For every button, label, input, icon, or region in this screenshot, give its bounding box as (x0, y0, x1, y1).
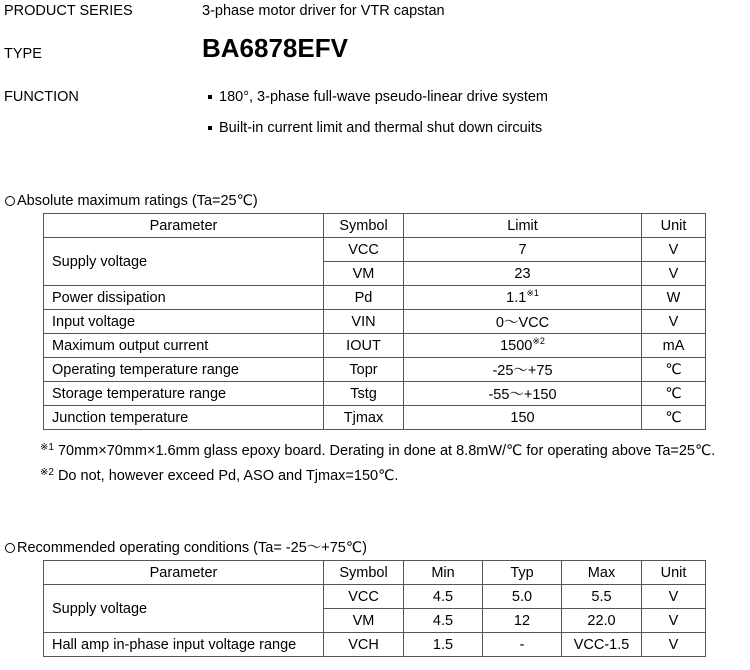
cell-unit: mA (642, 334, 706, 358)
cell-symbol: VCC (324, 238, 404, 262)
col-header-limit: Limit (404, 214, 642, 238)
cell-limit: -25～+75 (404, 358, 642, 382)
cell-symbol: VM (324, 609, 404, 633)
cell-unit: V (642, 310, 706, 334)
footnote-mark: ※2 (532, 335, 545, 346)
col-header-unit: Unit (642, 214, 706, 238)
limit-value: 1.1 (506, 289, 527, 306)
footnote-text: Do not, however exceed Pd, ASO and Tjmax=150℃. (57, 468, 399, 484)
abs-max-title-text: Absolute maximum ratings (Ta=25℃) (17, 193, 258, 209)
product-series-label: PRODUCT SERIES (4, 3, 133, 19)
col-header-symbol: Symbol (324, 214, 404, 238)
footnote (40, 467, 398, 485)
cell-parameter: Junction temperature (44, 406, 324, 430)
function-text: 180°, 3-phase full-wave pseudo-linear drive system (219, 89, 548, 105)
cell-limit (404, 286, 642, 310)
table-row (44, 310, 706, 334)
function-item (208, 88, 548, 106)
cell-unit: ℃ (642, 406, 706, 430)
table-row (44, 633, 706, 657)
cell-min: 1.5 (404, 633, 483, 657)
cell-unit: V (642, 262, 706, 286)
col-header-unit: Unit (642, 561, 706, 585)
function-text: Built-in current limit and thermal shut down circuits (219, 120, 543, 136)
table-row (44, 238, 706, 262)
cell-parameter: Storage temperature range (44, 382, 324, 406)
cell-limit: -55～+150 (404, 382, 642, 406)
footnote-mark: ※2 (40, 467, 54, 478)
cell-parameter: Power dissipation (44, 286, 324, 310)
col-header-min: Min (404, 561, 483, 585)
table-row (44, 382, 706, 406)
cell-typ: - (483, 633, 562, 657)
bullet-icon (208, 126, 212, 130)
limit-value: 1500 (500, 337, 533, 354)
cell-unit: W (642, 286, 706, 310)
col-header-max: Max (562, 561, 642, 585)
cell-limit: 7 (404, 238, 642, 262)
product-series-value: 3-phase motor driver for VTR capstan (202, 3, 445, 19)
footnote-mark: ※1 (40, 442, 54, 453)
cell-limit (404, 334, 642, 358)
table-row (44, 334, 706, 358)
table-row (44, 286, 706, 310)
cell-symbol: VM (324, 262, 404, 286)
rec-op-title-text: Recommended operating conditions (Ta= -25～+75℃) (17, 540, 367, 556)
col-header-parameter: Parameter (44, 561, 324, 585)
cell-parameter: Supply voltage (44, 585, 324, 633)
cell-symbol: Topr (324, 358, 404, 382)
cell-symbol: Tstg (324, 382, 404, 406)
footnote-text: 70mm×70mm×1.6mm glass epoxy board. Derating in done at 8.8mW/℃ for operating above Ta=25℃. (57, 443, 716, 459)
table-header-row (44, 561, 706, 585)
cell-symbol: IOUT (324, 334, 404, 358)
cell-limit: 0～VCC (404, 310, 642, 334)
function-label: FUNCTION (4, 89, 79, 105)
cell-parameter: Hall amp in-phase input voltage range (44, 633, 324, 657)
col-header-parameter: Parameter (44, 214, 324, 238)
cell-typ: 12 (483, 609, 562, 633)
cell-symbol: VCC (324, 585, 404, 609)
cell-limit: 23 (404, 262, 642, 286)
cell-unit: V (642, 238, 706, 262)
cell-unit: ℃ (642, 382, 706, 406)
cell-symbol: Tjmax (324, 406, 404, 430)
cell-min: 4.5 (404, 609, 483, 633)
cell-parameter: Supply voltage (44, 238, 324, 286)
cell-unit: V (642, 609, 706, 633)
col-header-symbol: Symbol (324, 561, 404, 585)
cell-max: VCC-1.5 (562, 633, 642, 657)
table-row (44, 585, 706, 609)
cell-parameter: Maximum output current (44, 334, 324, 358)
cell-unit: ℃ (642, 358, 706, 382)
footnote (40, 442, 715, 460)
cell-symbol: Pd (324, 286, 404, 310)
cell-limit: 150 (404, 406, 642, 430)
bullet-icon (208, 95, 212, 99)
table-row (44, 358, 706, 382)
cell-max: 5.5 (562, 585, 642, 609)
cell-unit: V (642, 633, 706, 657)
cell-typ: 5.0 (483, 585, 562, 609)
circle-bullet-icon (5, 543, 15, 553)
abs-max-section-title (4, 192, 258, 210)
type-label: TYPE (4, 46, 42, 62)
cell-parameter: Operating temperature range (44, 358, 324, 382)
function-item (208, 119, 542, 137)
col-header-typ: Typ (483, 561, 562, 585)
cell-min: 4.5 (404, 585, 483, 609)
rec-op-section-title (4, 539, 367, 557)
table-row (44, 406, 706, 430)
cell-symbol: VCH (324, 633, 404, 657)
cell-max: 22.0 (562, 609, 642, 633)
circle-bullet-icon (5, 196, 15, 206)
footnote-mark: ※1 (526, 287, 539, 298)
cell-parameter: Input voltage (44, 310, 324, 334)
cell-symbol: VIN (324, 310, 404, 334)
part-number-title: BA6878EFV (202, 33, 348, 63)
abs-max-table (43, 213, 706, 430)
rec-op-table (43, 560, 706, 657)
cell-unit: V (642, 585, 706, 609)
table-header-row (44, 214, 706, 238)
